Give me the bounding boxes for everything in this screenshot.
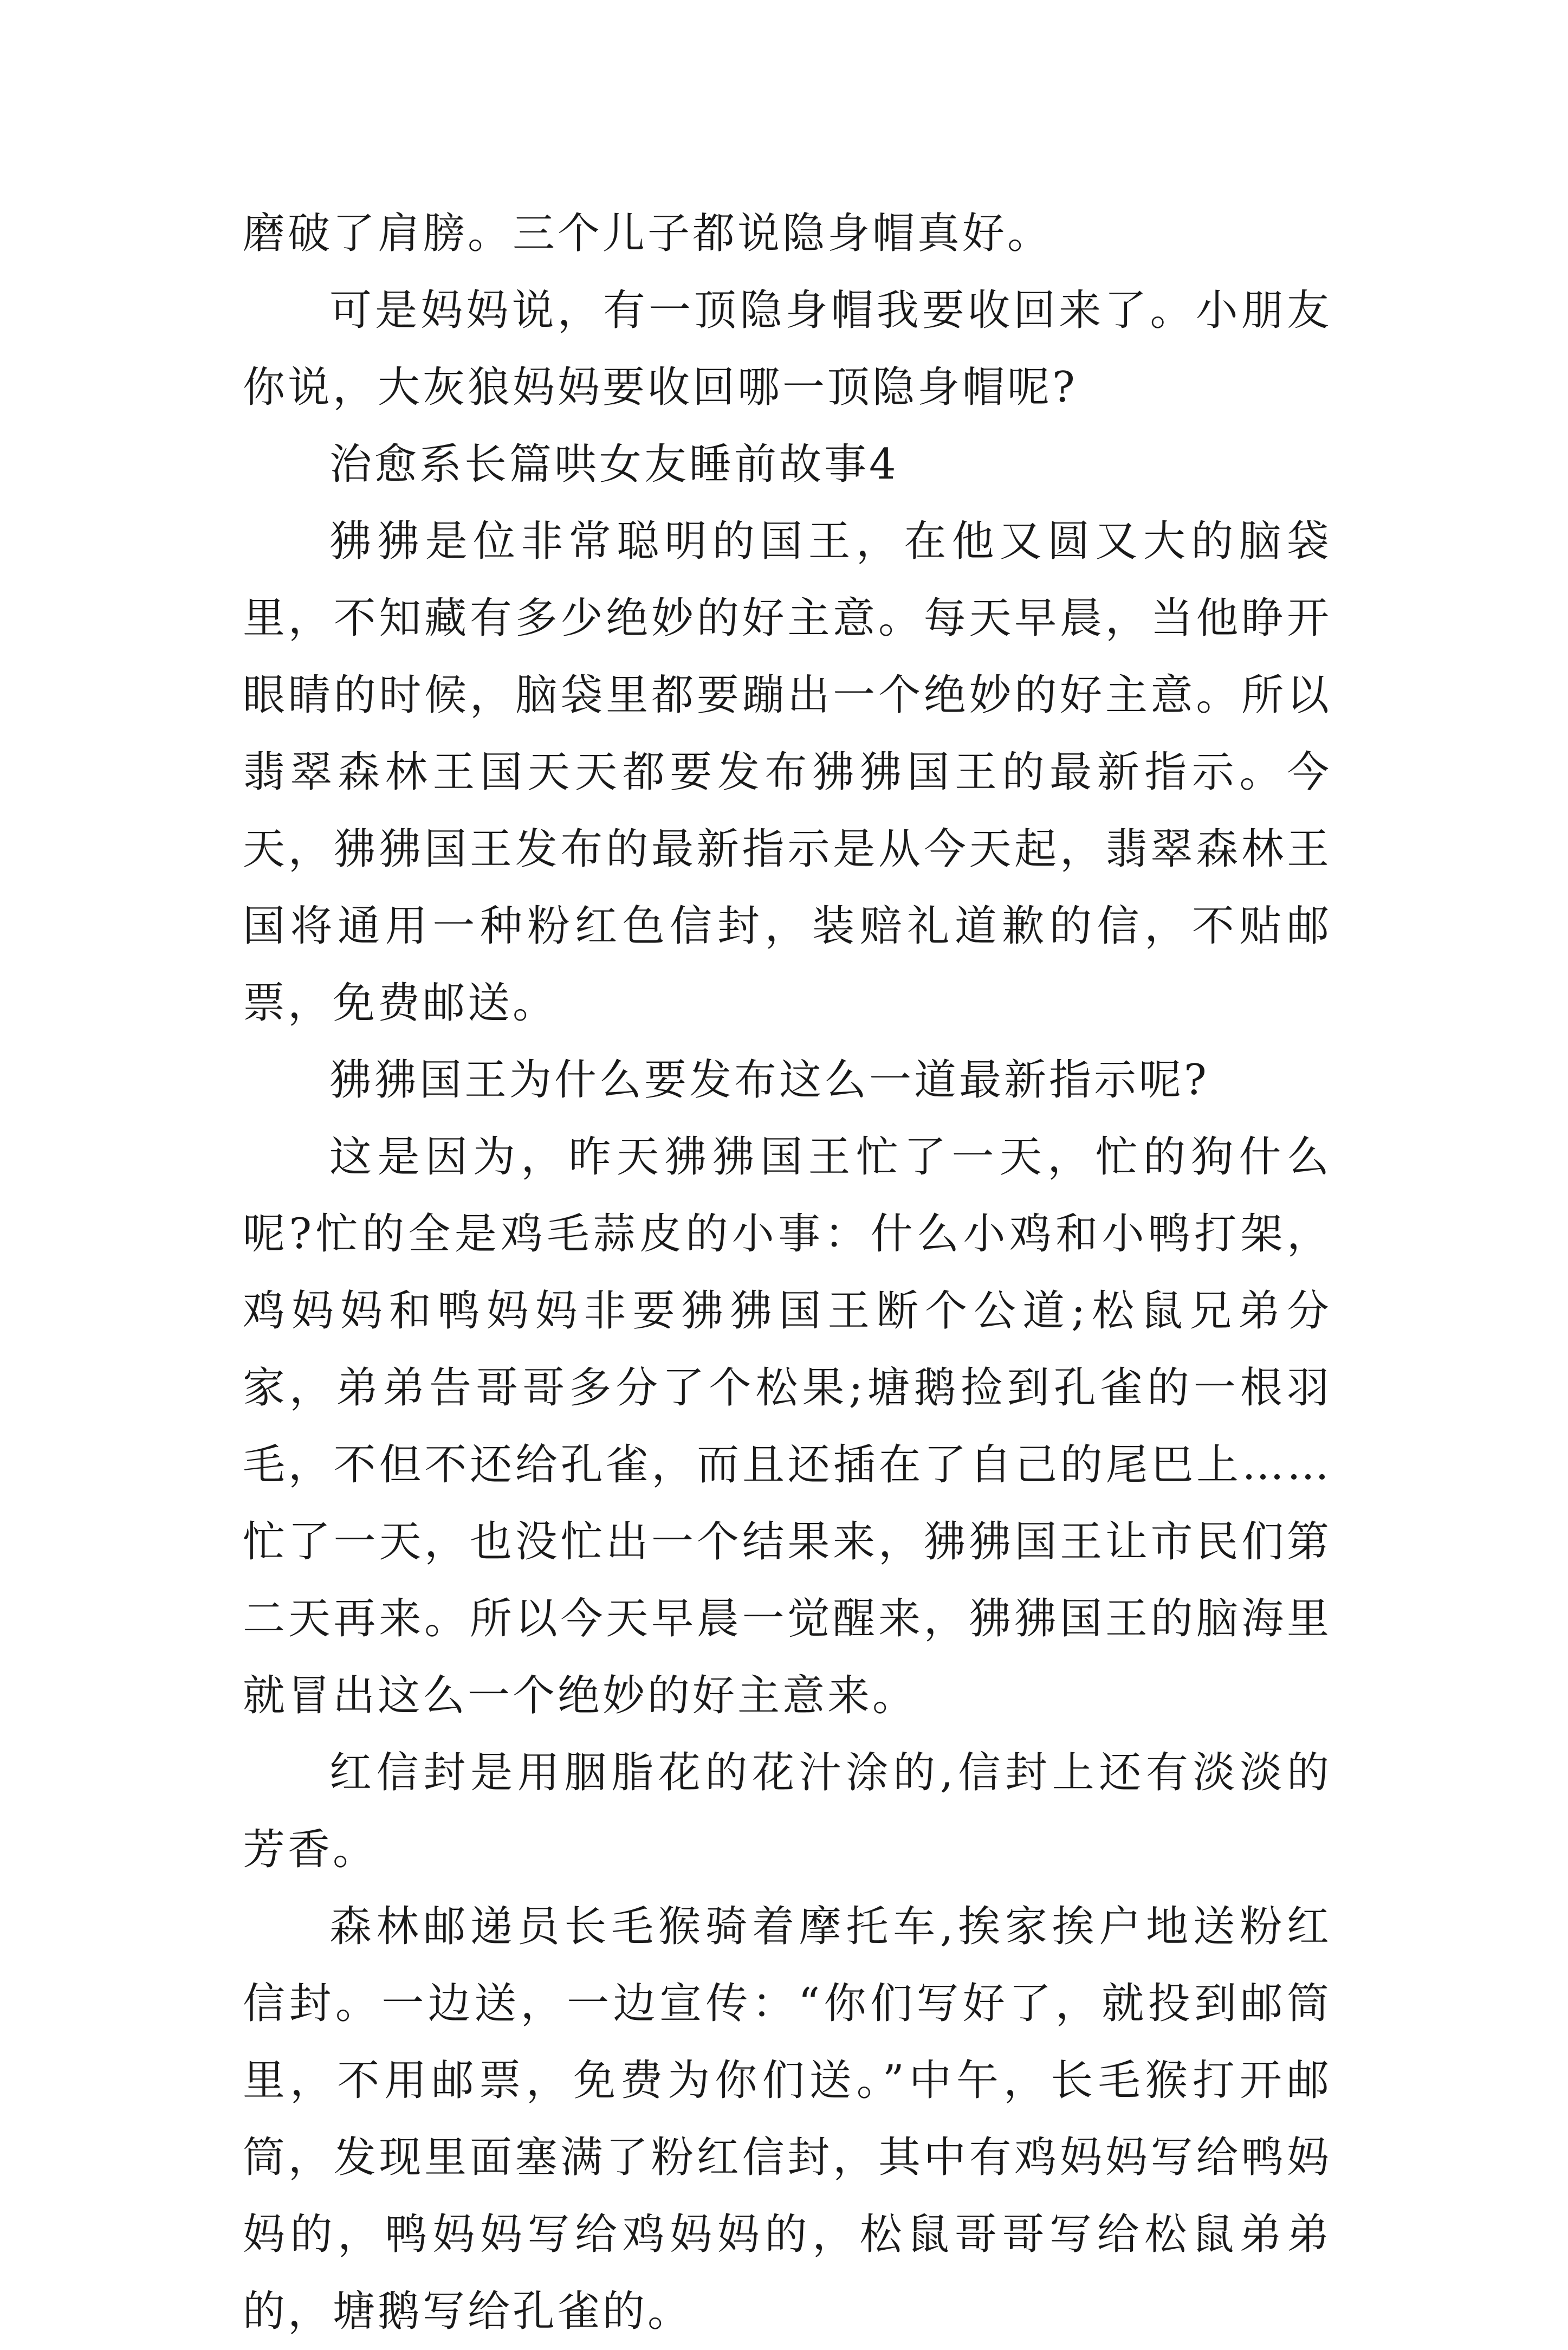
paragraph-6: 这是因为，昨天狒狒国王忙了一天，忙的狗什么呢?忙的全是鸡毛蒜皮的小事：什么小鸡和小鸭打架，鸡妈妈和鸭妈妈非要狒狒国王断个公道;松鼠兄弟分家，弟弟告哥哥多分了个松果;塘鹅捡到孔雀的一根羽毛，不但不还给孔雀，而且还插在了自己的尾巴上……忙了一天，也没忙出一个结果来，狒狒国王让市民们第二天再来。所以今天早晨一觉醒来，狒狒国王的脑海里就冒出这么一个绝妙的好主意来。 [243, 1133, 1332, 1720]
story-heading: 治愈系长篇哄女友睡前故事4 [329, 440, 899, 489]
paragraph-5: 狒狒国王为什么要发布这么一道最新指示呢? [329, 1056, 1209, 1105]
paragraph-8: 森林邮递员长毛猴骑着摩托车,挨家挨户地送粉红信封。一边送，一边宣传：“你们写好了，就投到邮筒里，不用邮票，免费为你们送。”中午，长毛猴打开邮筒，发现里面塞满了粉红信封，其中有鸡妈妈写给鸭妈妈的，鸭妈妈写给鸡妈妈的，松鼠哥哥写给松鼠弟弟的，塘鹅写给孔雀的。 [243, 1902, 1332, 2336]
paragraph-4: 狒狒是位非常聪明的国王，在他又圆又大的脑袋里，不知藏有多少绝妙的好主意。每天早晨，当他睁开眼睛的时候，脑袋里都要蹦出一个绝妙的好主意。所以翡翠森林王国天天都要发布狒狒国王的最新指示。今天，狒狒国王发布的最新指示是从今天起，翡翠森林王国将通用一种粉红色信封，装赔礼道歉的信，不贴邮票，免费邮送。 [243, 517, 1332, 1028]
body-text [243, 195, 1332, 2350]
paragraph-1: 磨破了肩膀。三个儿子都说隐身帽真好。 [243, 209, 1053, 258]
paragraph-7: 红信封是用胭脂花的花汁涂的,信封上还有淡淡的芳香。 [243, 1748, 1332, 1874]
paragraph-2: 可是妈妈说，有一顶隐身帽我要收回来了。小朋友你说，大灰狼妈妈要收回哪一顶隐身帽呢? [243, 286, 1332, 412]
